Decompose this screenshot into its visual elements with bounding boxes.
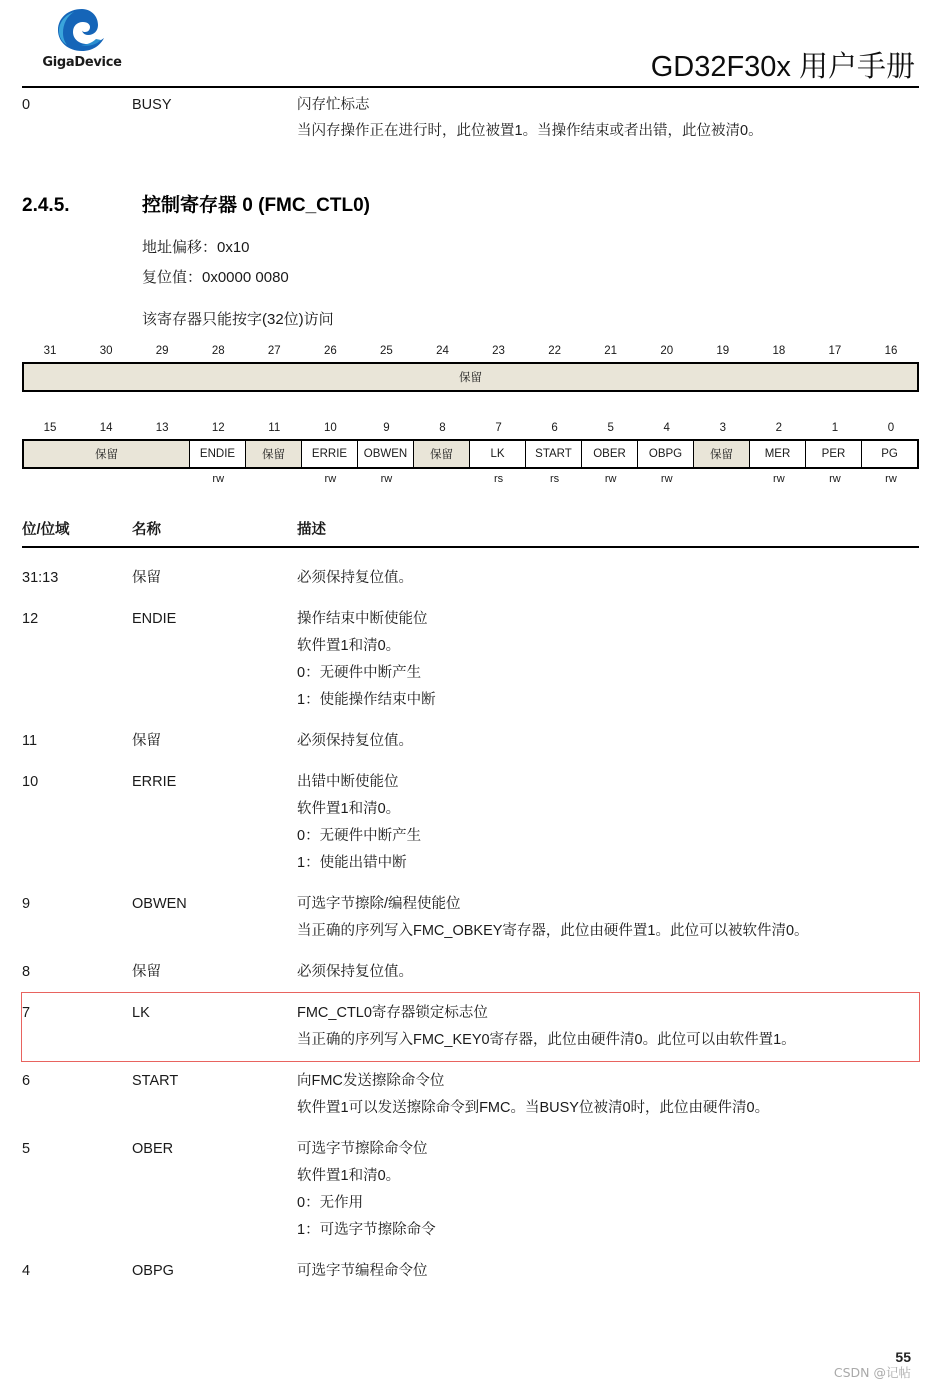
table-row <box>22 762 919 884</box>
bit-numbers-low <box>22 422 919 434</box>
table-row <box>22 952 919 993</box>
brand-name: GigaDevice <box>42 55 122 70</box>
row-bit: 6 <box>22 1073 31 1089</box>
table-row <box>22 993 919 1061</box>
bit-access-low <box>22 473 919 485</box>
row-description <box>297 959 919 986</box>
row-name: 保留 <box>132 964 161 980</box>
table-header-divider <box>22 546 919 548</box>
bit-access-label <box>134 473 190 485</box>
section-block <box>0 190 937 335</box>
row-name: OBWEN <box>132 896 187 912</box>
bit-access-label: rs <box>550 473 560 485</box>
page-number: 55 <box>895 1349 911 1365</box>
bit-number: 18 <box>772 345 786 357</box>
watermark-text: CSDN @记帖 <box>833 1365 911 1380</box>
row-name: OBPG <box>132 1263 174 1279</box>
section-title: 控制寄存器 0 (FMC_CTL0) <box>142 195 371 216</box>
row-description <box>297 1136 919 1244</box>
row-bit: 31:13 <box>22 570 59 586</box>
bit-cell-endie: ENDIE <box>190 441 246 467</box>
row-bit: 11 <box>22 733 38 749</box>
row-name: OBER <box>132 1141 174 1157</box>
bit-access-label <box>695 473 751 485</box>
desc-line: 必须保持复位值。 <box>297 733 413 749</box>
row-name: 保留 <box>132 570 161 586</box>
desc-line: 0：无硬件中断产生 <box>297 828 422 844</box>
desc-line: 出错中断使能位 <box>297 774 399 790</box>
bit-access-label <box>22 473 78 485</box>
bit-number: 30 <box>99 345 113 357</box>
bitfield-spacer <box>22 396 919 422</box>
desc-line: 0：无作用 <box>297 1195 364 1211</box>
bit-number: 27 <box>267 345 281 357</box>
bit-cell-obpg: OBPG <box>638 441 694 467</box>
column-header-name: 名称 <box>132 522 161 538</box>
row-name: START <box>132 1073 179 1089</box>
desc-line: 当正确的序列写入FMC_OBKEY寄存器，此位由硬件置1。此位可以被软件清0。 <box>297 923 809 939</box>
bit-number: 20 <box>660 345 674 357</box>
reset-value: 复位值：0x0000 0080 <box>142 269 289 286</box>
bit-number: 13 <box>155 422 169 434</box>
bitfield-diagram <box>0 345 937 485</box>
desc-line: 1：使能出错中断 <box>297 855 407 871</box>
page-header <box>0 0 937 88</box>
table-row <box>22 558 919 599</box>
desc-line: 可选字节编程命令位 <box>297 1263 428 1279</box>
bit-number: 15 <box>43 422 57 434</box>
table-row <box>22 884 919 952</box>
desc-line: 1：可选字节擦除命令 <box>297 1222 436 1238</box>
brand-logo <box>36 6 128 70</box>
continued-table-row <box>0 92 937 144</box>
bit-number: 3 <box>719 422 726 434</box>
row-description <box>297 92 919 144</box>
bit-number: 23 <box>492 345 505 357</box>
bit-number: 7 <box>495 422 502 434</box>
desc-line: 1：使能操作结束中断 <box>297 692 436 708</box>
desc-line: 向FMC发送擦除命令位 <box>297 1073 445 1089</box>
bit-number: 17 <box>828 345 842 357</box>
section-number: 2.4.5. <box>22 195 70 216</box>
bit-cell-start: START <box>526 441 582 467</box>
row-name: LK <box>132 1005 150 1021</box>
table-row <box>22 721 919 762</box>
bit-number: 4 <box>663 422 670 434</box>
row-name: BUSY <box>132 97 172 113</box>
bit-cell-reserved: 保留 <box>694 441 750 467</box>
table-body <box>22 558 919 1292</box>
desc-line: 必须保持复位值。 <box>297 570 413 586</box>
bit-access-label <box>246 473 302 485</box>
bit-access-label: rw <box>773 473 785 485</box>
bit-cell-reserved: 保留 <box>246 441 302 467</box>
row-description <box>297 1068 919 1122</box>
bit-access-label <box>414 473 470 485</box>
bit-cell-ober: OBER <box>582 441 638 467</box>
table-row <box>22 599 919 721</box>
column-header-description: 描述 <box>297 522 326 538</box>
table-row <box>22 1129 919 1251</box>
bit-cell-pg: PG <box>862 441 917 467</box>
desc-line: 软件置1和清0。 <box>297 1168 401 1184</box>
access-note: 该寄存器只能按字(32位)访问 <box>142 311 334 328</box>
bit-number: 25 <box>380 345 393 357</box>
row-bit: 12 <box>22 611 39 627</box>
bit-access-label: rw <box>604 473 617 485</box>
bit-number: 9 <box>383 422 390 434</box>
bit-access-label: rw <box>324 473 337 485</box>
bit-access-label: rw <box>829 473 841 485</box>
gigadevice-logo-icon <box>52 6 112 54</box>
desc-line: 操作结束中断使能位 <box>297 611 428 627</box>
bit-cell-lk: LK <box>470 441 526 467</box>
bit-access-label <box>78 473 134 485</box>
bit-access-label: rw <box>380 473 393 485</box>
bit-access-label: rs <box>493 473 504 485</box>
row-bit: 5 <box>22 1141 31 1157</box>
bit-cell-per: PER <box>806 441 862 467</box>
desc-line: 闪存忙标志 <box>297 97 370 113</box>
bit-cell-mer: MER <box>750 441 806 467</box>
bit-number: 0 <box>887 422 895 434</box>
bit-number: 19 <box>716 345 730 357</box>
bit-cell-obwen: OBWEN <box>358 441 414 467</box>
table-header-row <box>22 519 919 546</box>
row-description <box>297 728 919 755</box>
column-header-bit: 位/位域 <box>22 522 70 538</box>
bit-number: 2 <box>775 422 783 434</box>
bit-description-table <box>0 519 937 1292</box>
bit-access-label: rw <box>212 473 225 485</box>
bit-number: 29 <box>155 345 169 357</box>
bit-number: 10 <box>323 422 337 434</box>
bit-access-label: rw <box>885 473 897 485</box>
table-row <box>22 1061 919 1129</box>
bit-number: 8 <box>439 422 446 434</box>
desc-line: 必须保持复位值。 <box>297 964 413 980</box>
bit-number: 11 <box>268 422 281 434</box>
desc-line: 软件置1可以发送擦除命令到FMC。当BUSY位被清0时，此位由硬件清0。 <box>297 1100 770 1116</box>
row-bit: 4 <box>22 1263 31 1279</box>
row-bit: 9 <box>22 896 31 912</box>
row-description <box>297 565 919 592</box>
row-description <box>297 769 919 877</box>
row-description <box>297 606 919 714</box>
bit-number: 22 <box>548 345 561 357</box>
bit-number: 5 <box>607 422 614 434</box>
bit-number: 6 <box>551 422 558 434</box>
desc-line: 软件置1和清0。 <box>297 801 401 817</box>
desc-line: 可选字节擦除命令位 <box>297 1141 428 1157</box>
row-name: ENDIE <box>132 611 177 627</box>
desc-line: 可选字节擦除/编程使能位 <box>297 896 461 912</box>
bit-number: 21 <box>604 345 618 357</box>
manual-title: GD32F30x 用户手册 <box>650 51 915 83</box>
desc-line: 0：无硬件中断产生 <box>297 665 422 681</box>
row-bit: 7 <box>22 1005 31 1021</box>
bit-access-label: rw <box>660 473 673 485</box>
page-footer <box>834 1350 911 1380</box>
bit-number: 1 <box>831 422 839 434</box>
row-description <box>297 1258 919 1285</box>
bit-number: 24 <box>436 345 449 357</box>
desc-line: 当正确的序列写入FMC_KEY0寄存器，此位由硬件清0。此位可以由软件置1。 <box>297 1032 796 1048</box>
row-name: 保留 <box>132 733 161 749</box>
desc-line: 当闪存操作正在进行时，此位被置1。当操作结束或者出错，此位被清0。 <box>297 123 763 139</box>
row-name: ERRIE <box>132 774 177 790</box>
register-meta <box>22 233 919 335</box>
row-description <box>297 891 919 945</box>
address-offset: 地址偏移：0x10 <box>142 239 250 256</box>
bit-cells-high <box>22 362 919 392</box>
row-bit: 0 <box>22 97 31 113</box>
desc-line: 软件置1和清0。 <box>297 638 401 654</box>
table-row <box>22 1251 919 1292</box>
desc-line: FMC_CTL0寄存器锁定标志位 <box>297 1005 488 1021</box>
bit-number: 31 <box>43 345 57 357</box>
bit-number: 12 <box>211 422 225 434</box>
bit-numbers-high <box>22 345 919 357</box>
bit-number: 14 <box>99 422 113 434</box>
bit-cell-reserved: 保留 <box>414 441 470 467</box>
row-description <box>297 1000 919 1054</box>
bit-cell-reserved: 保留 <box>24 441 190 467</box>
section-heading <box>22 190 919 217</box>
row-bit: 8 <box>22 964 31 980</box>
bit-cells-low <box>22 439 919 469</box>
bit-cell-errie: ERRIE <box>302 441 358 467</box>
bit-number: 16 <box>884 345 898 357</box>
bit-number: 28 <box>211 345 225 357</box>
bit-number: 26 <box>323 345 337 357</box>
header-divider <box>22 86 919 88</box>
row-bit: 10 <box>22 774 39 790</box>
bit-cell-reserved: 保留 <box>24 364 917 390</box>
